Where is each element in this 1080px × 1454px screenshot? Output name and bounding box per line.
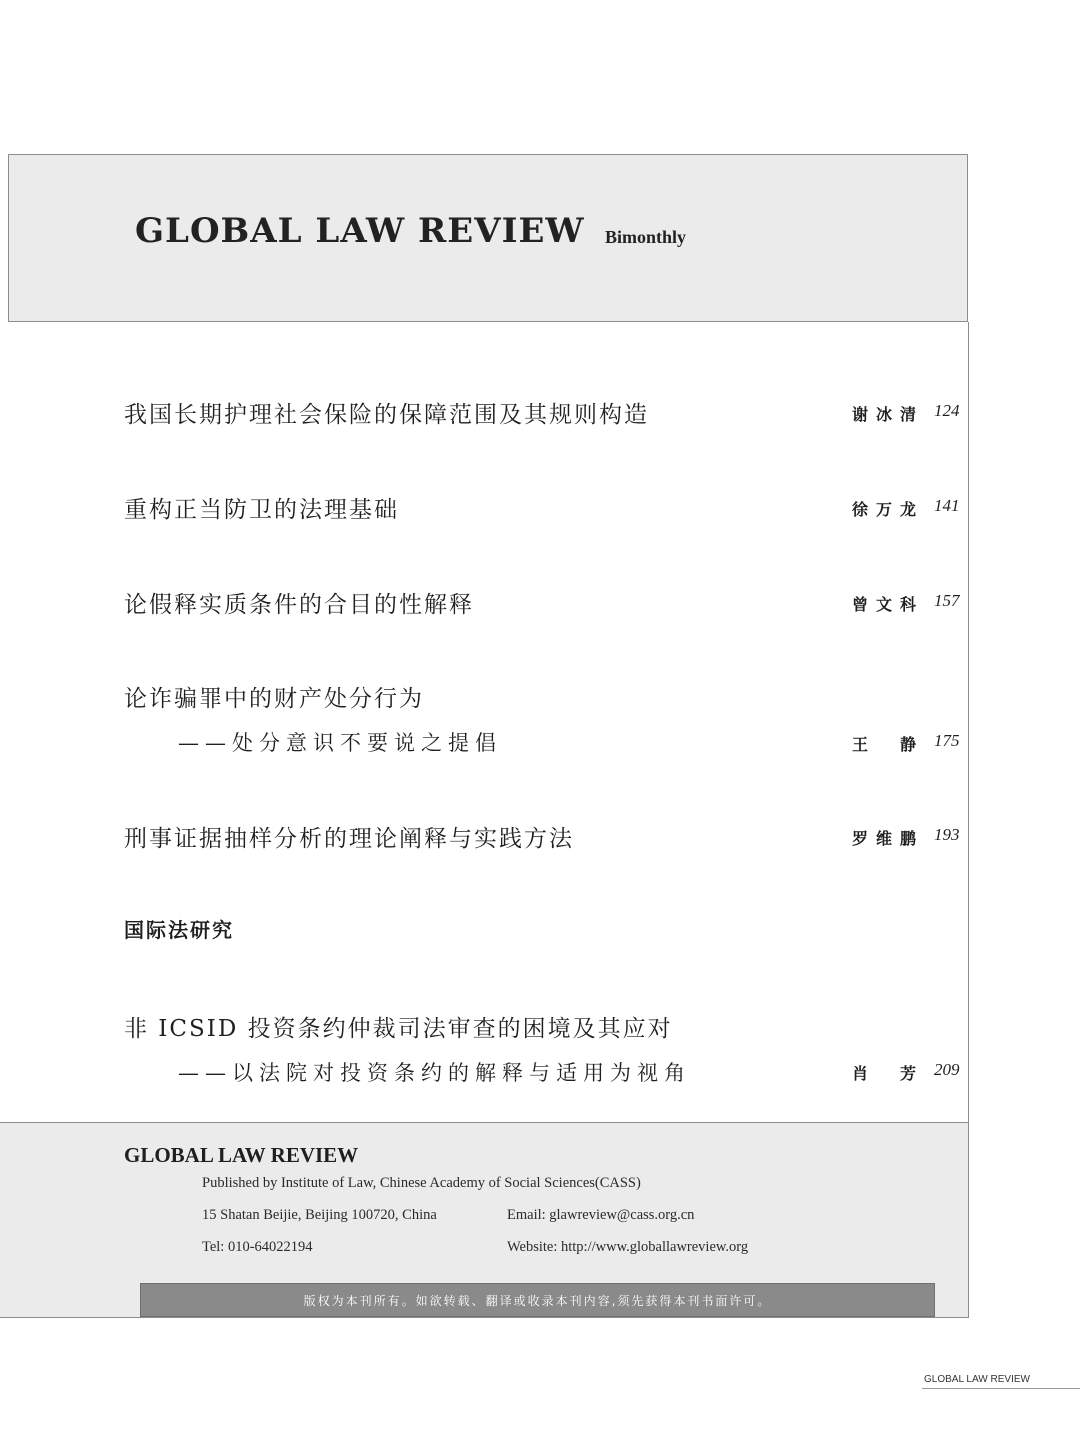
toc-entry-4-title[interactable]: 论诈骗罪中的财产处分行为 <box>124 686 424 712</box>
toc-entry-1-page: 124 <box>934 401 960 420</box>
section-heading: 国际法研究 <box>124 918 234 942</box>
toc-entry-5-page: 193 <box>934 825 960 844</box>
toc-entry-3-title[interactable]: 论假释实质条件的合目的性解释 <box>124 592 474 618</box>
toc-entry-6-title[interactable]: 非 ICSID 投资条约仲裁司法审查的困境及其应对 <box>124 1016 673 1042</box>
publisher-info-box <box>0 1122 969 1318</box>
toc-entry-1-author: 谢冰清 <box>852 405 916 424</box>
journal-title: GLOBAL LAW REVIEW <box>135 211 585 251</box>
toc-entry-6-page: 209 <box>934 1060 960 1079</box>
toc-entry-2-title[interactable]: 重构正当防卫的法理基础 <box>124 497 399 523</box>
toc-entry-6-author: 肖 芳 <box>852 1064 916 1083</box>
publication-frequency: Bimonthly <box>605 227 687 247</box>
toc-entry-3-page: 157 <box>934 591 960 610</box>
toc-entry-2-author: 徐万龙 <box>852 500 916 519</box>
address-line: 15 Shatan Beijie, Beijing 100720, China <box>202 1207 437 1223</box>
email-line[interactable]: Email: glawreview@cass.org.cn <box>507 1207 695 1223</box>
toc-entry-4-author: 王 静 <box>852 735 916 754</box>
masthead <box>8 154 968 322</box>
toc-entry-5-author: 罗维鹏 <box>852 829 916 848</box>
toc-entry-1-title[interactable]: 我国长期护理社会保险的保障范围及其规则构造 <box>124 402 649 428</box>
tel-line: Tel: 010-64022194 <box>202 1239 313 1255</box>
toc-entry-3-author: 曾文科 <box>852 595 916 614</box>
toc-entry-4-page: 175 <box>934 731 960 750</box>
toc-entry-2-page: 141 <box>934 496 960 515</box>
toc-entry-5-title[interactable]: 刑事证据抽样分析的理论阐释与实践方法 <box>124 826 574 852</box>
running-footer-rule <box>922 1388 1080 1389</box>
website-line[interactable]: Website: http://www.globallawreview.org <box>507 1239 749 1255</box>
copyright-notice: 版权为本刊所有。如欲转载、翻译或收录本刊内容,须先获得本刊书面许可。 <box>140 1283 935 1317</box>
toc-entry-4-subtitle: ——处分意识不要说之提倡 <box>178 731 502 755</box>
right-border-rule <box>968 322 969 1122</box>
footer-journal-title: GLOBAL LAW REVIEW <box>124 1143 359 1167</box>
running-footer-label: GLOBAL LAW REVIEW <box>924 1374 1030 1385</box>
toc-entry-6-subtitle: ——以法院对投资条约的解释与适用为视角 <box>178 1061 691 1085</box>
publisher-line: Published by Institute of Law, Chinese Academy of Social Sciences(CASS) <box>202 1175 641 1191</box>
